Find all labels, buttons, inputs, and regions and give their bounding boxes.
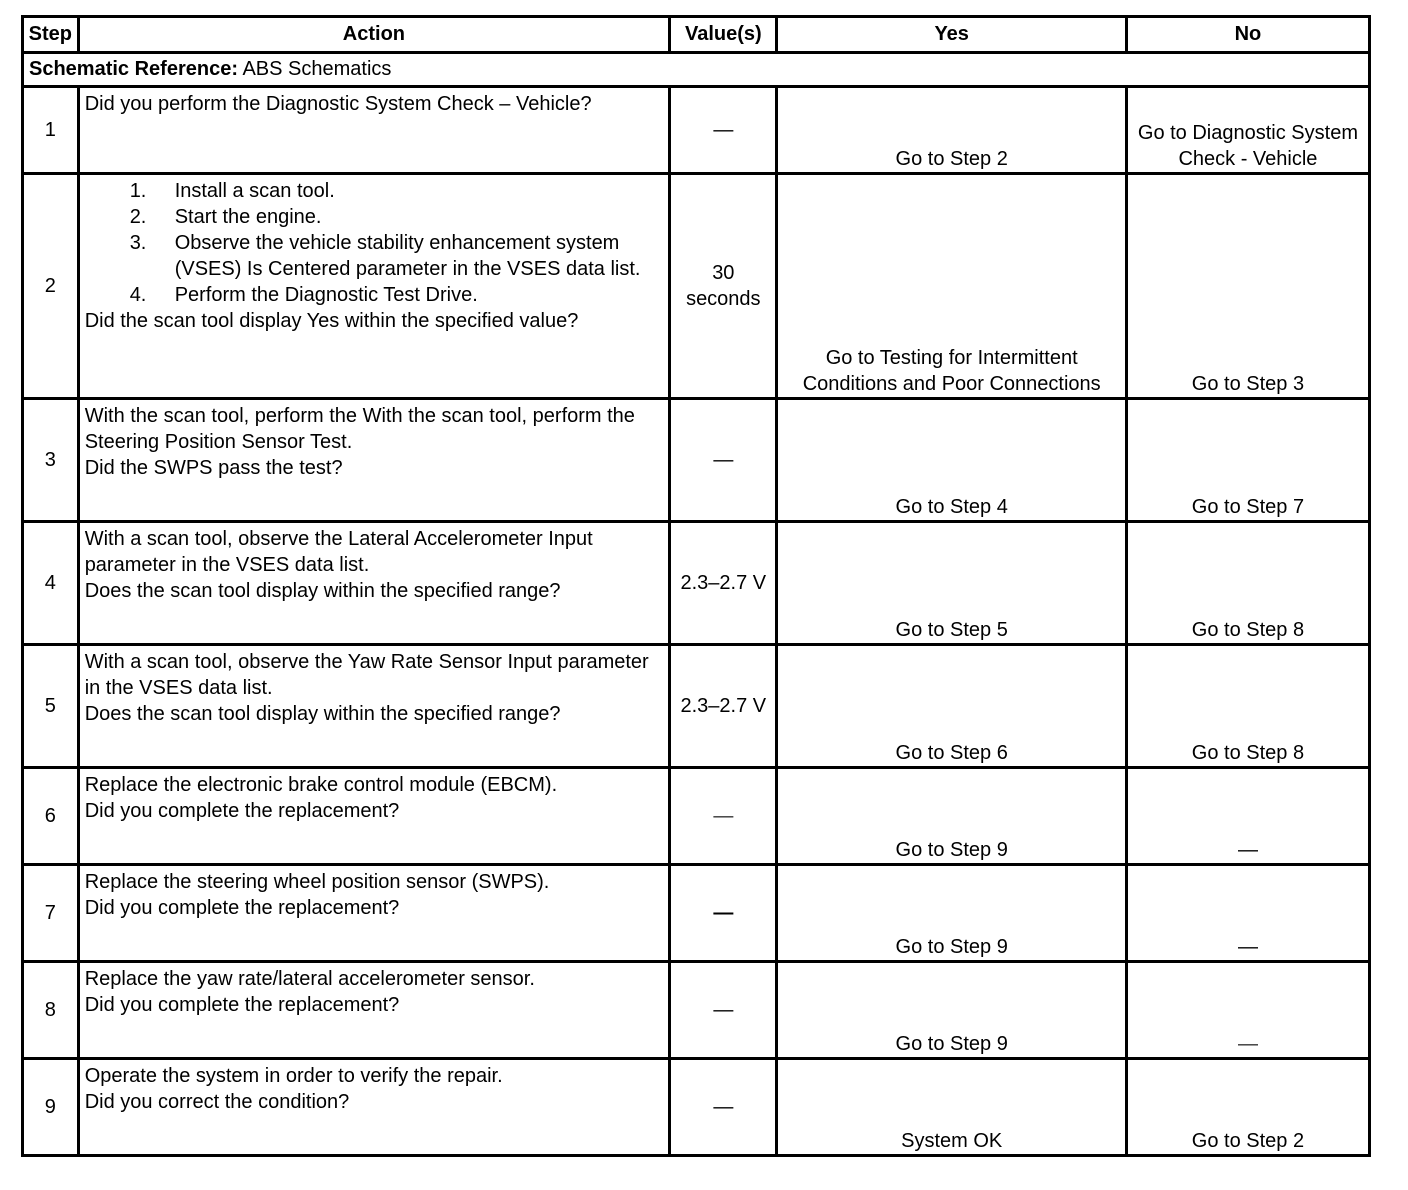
action-question: Did the scan tool display Yes within the specified value?: [84, 310, 579, 332]
list-item: 3. Observe the vehicle stability enhancement system (VSES) Is Centered parameter in the VSES data list.: [129, 232, 641, 280]
value-cell: —: [670, 768, 777, 865]
yes-link[interactable]: Go to Step 9: [777, 962, 1126, 1059]
no-cell: —: [1126, 768, 1369, 865]
action-question: Did the SWPS pass the test?: [84, 457, 343, 479]
table-row: [23, 1059, 1370, 1156]
no-link[interactable]: Go to Step 8: [1126, 522, 1369, 645]
action-cell: [78, 645, 669, 768]
value-cell: —: [670, 399, 777, 522]
list-item: 2. Start the engine.: [129, 206, 322, 228]
schematic-row: [23, 53, 1370, 87]
step-number: 1: [23, 87, 79, 174]
header-values: Value(s): [670, 17, 777, 53]
no-link[interactable]: Go to Step 7: [1126, 399, 1369, 522]
action-text: Operate the system in order to verify the repair.: [84, 1065, 503, 1087]
step-number: 6: [23, 768, 79, 865]
action-question: Did you complete the replacement?: [84, 897, 400, 919]
table-row: [23, 768, 1370, 865]
action-question: Did you complete the replacement?: [84, 800, 400, 822]
value-cell: 2.3–2.7 V: [670, 522, 777, 645]
value-cell: —: [670, 865, 777, 962]
yes-link[interactable]: Go to Testing for Intermittent Conditions and Poor Connections: [777, 174, 1126, 399]
yes-link[interactable]: Go to Step 4: [777, 399, 1126, 522]
table-row: [23, 522, 1370, 645]
action-cell: [78, 87, 669, 174]
table-row: [23, 174, 1370, 399]
action-question: Did you complete the replacement?: [84, 994, 400, 1016]
step-number: 8: [23, 962, 79, 1059]
no-link[interactable]: Go to Diagnostic System Check - Vehicle: [1126, 87, 1369, 174]
action-cell: [78, 399, 669, 522]
schematic-link[interactable]: ABS Schematics: [242, 58, 392, 80]
action-question: Does the scan tool display within the specified range?: [84, 580, 561, 602]
table-row: [23, 962, 1370, 1059]
schematic-label: Schematic Reference:: [29, 58, 238, 80]
instruction-list: [85, 178, 662, 308]
action-text: With a scan tool, observe the Lateral Accelerometer Input parameter in the VSES data list.: [84, 528, 593, 576]
value-cell: 30 seconds: [670, 174, 777, 399]
value-cell: —: [670, 962, 777, 1059]
header-yes: Yes: [777, 17, 1126, 53]
value-cell: —: [670, 87, 777, 174]
step-number: 2: [23, 174, 79, 399]
step-number: 5: [23, 645, 79, 768]
yes-link[interactable]: Go to Step 5: [777, 522, 1126, 645]
no-link[interactable]: Go to Step 8: [1126, 645, 1369, 768]
schematic-reference: [23, 53, 1370, 87]
no-link[interactable]: Go to Step 3: [1126, 174, 1369, 399]
action-cell: [78, 1059, 669, 1156]
header-row: [23, 17, 1370, 53]
action-text: Replace the yaw rate/lateral accelerometer sensor.: [84, 968, 535, 990]
value-cell: —: [670, 1059, 777, 1156]
action-cell: [78, 865, 669, 962]
step-number: 7: [23, 865, 79, 962]
diagnostic-table: [21, 15, 1371, 1157]
action-cell: [78, 174, 669, 399]
yes-link[interactable]: Go to Step 9: [777, 768, 1126, 865]
yes-link[interactable]: Go to Step 9: [777, 865, 1126, 962]
header-step: Step: [23, 17, 79, 53]
table-row: [23, 399, 1370, 522]
step-number: 9: [23, 1059, 79, 1156]
action-text: With a scan tool, observe the Yaw Rate Sensor Input parameter in the VSES data list.: [84, 651, 649, 699]
no-cell: —: [1126, 865, 1369, 962]
yes-link[interactable]: Go to Step 6: [777, 645, 1126, 768]
action-cell: [78, 962, 669, 1059]
step-number: 3: [23, 399, 79, 522]
no-link[interactable]: Go to Step 2: [1126, 1059, 1369, 1156]
header-no: No: [1126, 17, 1369, 53]
yes-link[interactable]: Go to Step 2: [777, 87, 1126, 174]
value-cell: 2.3–2.7 V: [670, 645, 777, 768]
table-row: [23, 87, 1370, 174]
action-question: Does the scan tool display within the specified range?: [84, 703, 561, 725]
action-cell: [78, 522, 669, 645]
action-text: Replace the steering wheel position sensor (SWPS).: [84, 871, 550, 893]
yes-text: System OK: [777, 1059, 1126, 1156]
no-cell: —: [1126, 962, 1369, 1059]
table-row: [23, 645, 1370, 768]
action-text: With the scan tool, perform the With the scan tool, perform the Steering Position Sensor Test.: [84, 405, 635, 453]
table-row: [23, 865, 1370, 962]
header-action: Action: [78, 17, 669, 53]
action-text: Replace the electronic brake control module (EBCM).: [84, 774, 558, 796]
action-cell: [78, 768, 669, 865]
list-item: 1. Install a scan tool.: [129, 180, 335, 202]
action-text: Did you perform the Diagnostic System Check – Vehicle?: [84, 93, 592, 115]
action-question: Did you correct the condition?: [84, 1091, 350, 1113]
list-item: 4. Perform the Diagnostic Test Drive.: [129, 284, 478, 306]
step-number: 4: [23, 522, 79, 645]
